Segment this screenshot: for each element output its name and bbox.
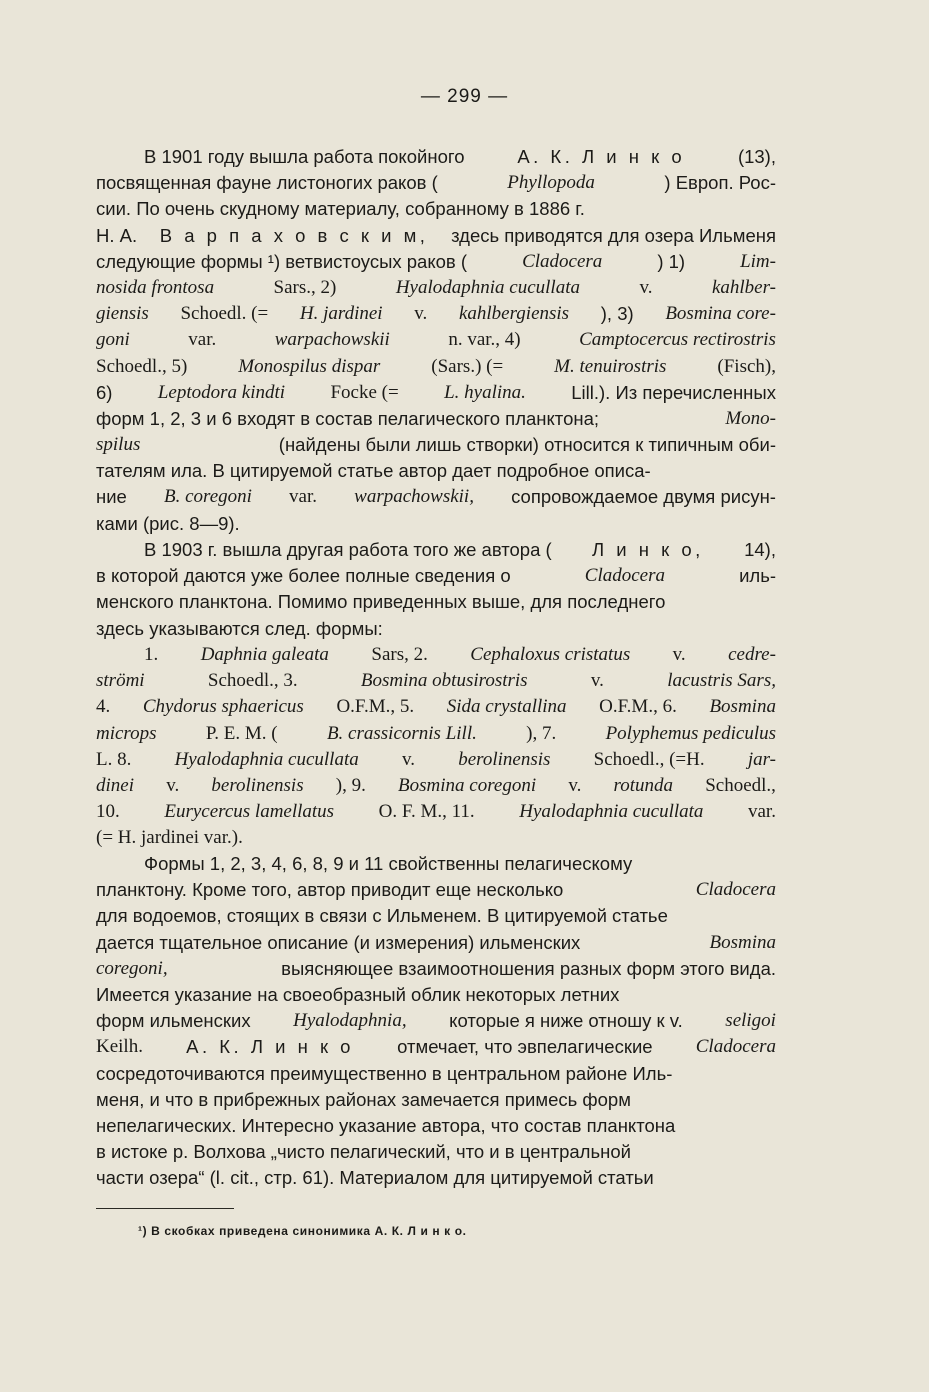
text-line: Keilh. А. К. Л и н к о отмечает, что эвпелагические Cladocera <box>96 1036 776 1058</box>
text-line: L. 8. Hyalodaphnia cucullata v. berolinensis Schoedl., (=H. jar- <box>96 748 776 770</box>
text-line: strömi Schoedl., 3. Bosmina obtusirostris v. lacustris Sars, <box>96 670 776 692</box>
text-line: тателям ила. В цитируемой статье автор дает подробное описа- <box>96 460 651 482</box>
text-line: для водоемов, стоящих в связи с Ильменем. В цитируемой статье <box>96 905 668 927</box>
text-line: 10. Eurycercus lamellatus O. F. M., 11. Hyalodaphnia cucullata var. <box>96 801 776 823</box>
text-line: форм ильменских Hyalodaphnia, которые я ниже отношу к v. seligoi <box>96 1010 776 1032</box>
text-line: следующие формы ¹) ветвистоусых раков ( Cladocera ) 1) Lim- <box>96 250 776 272</box>
text-line: непелагических. Интересно указание автора, что состав планктона <box>96 1114 676 1136</box>
text-line: 1. Daphnia galeata Sars, 2. Cephaloxus cristatus v. cedre- <box>144 644 776 665</box>
text-line: ками (рис. 8—9). <box>96 512 240 534</box>
footnote: ¹) В скобках приведена синонимика А. К. Л и н к о. <box>138 1224 467 1238</box>
text-line: (= H. jardinei var.). <box>96 827 243 849</box>
text-line: сосредоточиваются преимущественно в центральном районе Иль- <box>96 1062 673 1084</box>
text-line: microps P. E. M. ( B. crassicornis Lill. ), 7. Polyphemus pediculus <box>96 722 776 744</box>
text-line: посвященная фауне листоногих раков ( Phyllopoda ) Европ. Рос- <box>96 172 776 194</box>
text-line: сии. По очень скудному материалу, собранному в 1886 г. <box>96 198 585 220</box>
text-line: менского планктона. Помимо приведенных выше, для последнего <box>96 591 666 613</box>
paragraph-linko-1903 <box>96 537 776 642</box>
text-line: 6) Leptodora kindti Focke (= L. hyalina. Lill.). Из перечисленных <box>96 381 776 403</box>
text-line: в истоке р. Волхова „чисто пелагический, что и в центральной <box>96 1141 631 1163</box>
text-line: в которой даются уже более полные сведения о Cladocera иль- <box>96 565 776 587</box>
text-line: здесь указываются след. формы: <box>96 617 383 639</box>
text-line: В 1901 году вышла работа покойного А. К. Л и н к о (13), <box>144 146 776 167</box>
text-line: Н. А. В а р п а х о в с к и м, здесь приводятся для озера Ильменя <box>96 224 776 246</box>
text-line: форм 1, 2, 3 и 6 входят в состав пелагического планктона; Mono- <box>96 407 776 429</box>
text-line: dinei v. berolinensis ), 9. Bosmina coregoni v. rotunda Schoedl., <box>96 774 776 796</box>
paragraph-pelagic-forms <box>96 851 776 1191</box>
text-line: Имеется указание на своеобразный облик некоторых летних <box>96 983 620 1005</box>
text-line: nosida frontosa Sars., 2) Hyalodaphnia cucullata v. kahlber- <box>96 276 776 298</box>
page-number: — 299 — <box>420 86 509 107</box>
text-line: ние B. coregoni var. warpachowskii, сопровождаемое двумя рисун- <box>96 486 776 508</box>
text-line: coregoni, выясняющее взаимоотношения разных форм этого вида. <box>96 957 776 979</box>
text-line: Schoedl., 5) Monospilus dispar (Sars.) (= M. tenuirostris (Fisch), <box>96 355 776 377</box>
text-line: spilus (найдены были лишь створки) относится к типичным оби- <box>96 434 776 456</box>
species-list <box>96 642 776 852</box>
text-line: планктону. Кроме того, автор приводит еще несколько Cladocera <box>96 879 776 901</box>
text-line: меня, и что в прибрежных районах замечается примесь форм <box>96 1088 631 1110</box>
text-line: goni var. warpachowskii n. var., 4) Camptocercus rectirostris <box>96 329 776 351</box>
text-line: 4. Chydorus sphaericus O.F.M., 5. Sida crystallina O.F.M., 6. Bosmina <box>96 696 776 718</box>
text-line: Формы 1, 2, 3, 4, 6, 8, 9 и 11 свойственны пелагическому <box>144 853 633 874</box>
footnote-divider <box>96 1208 234 1209</box>
text-line: giensis Schoedl. (= H. jardinei v. kahlbergiensis ), 3) Bosmina core- <box>96 303 776 325</box>
text-line: части озера“ (l. cit., стр. 61). Материалом для цитируемой статьи <box>96 1167 654 1189</box>
text-line: дается тщательное описание (и измерения) ильменских Bosmina <box>96 931 776 953</box>
text-line: В 1903 г. вышла другая работа того же автора ( Л и н к о, 14), <box>144 539 776 560</box>
paragraph-linko-1901 <box>96 144 776 537</box>
